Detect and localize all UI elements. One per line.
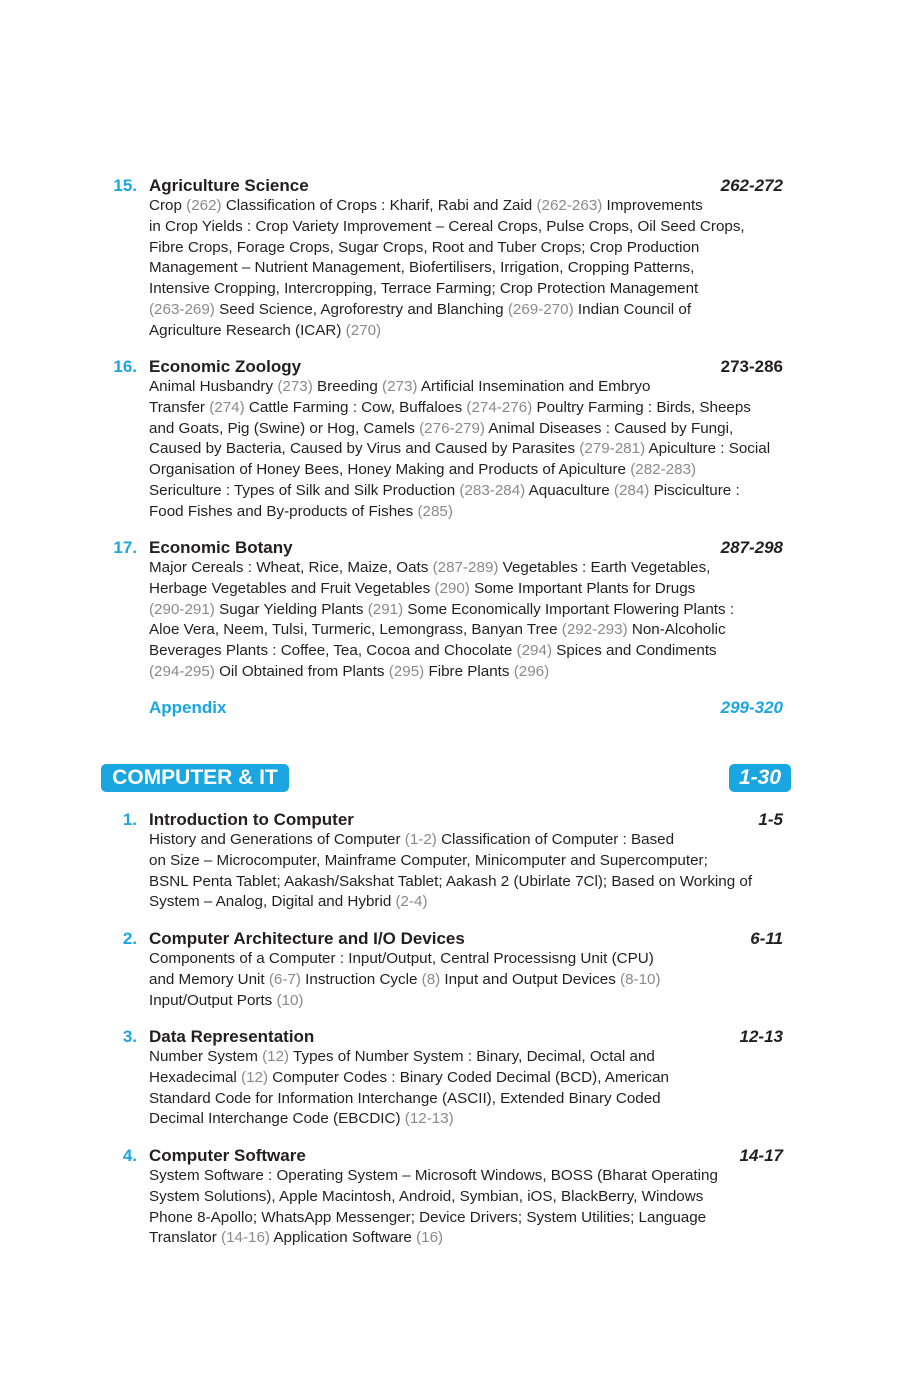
topic-line bbox=[149, 217, 794, 238]
page-reference: (274) bbox=[209, 398, 245, 416]
chapter-topics bbox=[149, 1047, 794, 1130]
topic-text: Indian Council of bbox=[573, 300, 692, 318]
topic-line bbox=[149, 377, 794, 398]
topic-text: Organisation of Honey Bees, Honey Making and Products of Apiculture bbox=[149, 461, 631, 479]
topic-line bbox=[149, 1089, 794, 1110]
topic-text: Major Cereals : Wheat, Rice, Maize, Oats bbox=[149, 559, 433, 576]
topic-line bbox=[149, 970, 794, 991]
chapter-title: Computer Architecture and I/O Devices bbox=[149, 929, 465, 948]
topic-text: Number System bbox=[149, 1048, 263, 1065]
page-reference: (270) bbox=[345, 321, 382, 339]
topic-text: Standard Code for Information Interchange (ASCII), Extended Binary Coded bbox=[149, 1089, 661, 1107]
topic-line bbox=[149, 1166, 794, 1187]
topic-text: Some Important Plants for Drugs bbox=[469, 579, 696, 597]
topic-line bbox=[149, 949, 794, 970]
topic-text: Non-Alcoholic bbox=[627, 621, 726, 639]
topic-text: Fibre Plants bbox=[424, 662, 514, 680]
chapter-topics bbox=[149, 830, 794, 913]
topic-line bbox=[149, 196, 794, 217]
topic-text: Sericulture : Types of Silk and Silk Production bbox=[149, 481, 460, 499]
page-reference: (284) bbox=[613, 481, 650, 499]
topic-text: Transfer bbox=[149, 398, 210, 416]
topic-text: Artificial Insemination and Embryo bbox=[417, 378, 651, 395]
topic-text: Cattle Farming : Cow, Buffaloes bbox=[244, 398, 467, 416]
topic-line bbox=[149, 872, 794, 893]
topic-text: on Size – Microcomputer, Mainframe Computer, Minicomputer and Supercomputer; bbox=[149, 851, 708, 869]
topic-text: Input and Output Devices bbox=[440, 970, 621, 988]
topic-text: in Crop Yields : Crop Variety Improvement – Cereal Crops, Pulse Crops, Oil Seed Crops, bbox=[149, 217, 745, 235]
topic-text: Decimal Interchange Code (EBCDIC) bbox=[149, 1110, 405, 1128]
topic-line bbox=[149, 279, 794, 300]
page-reference: (283-284) bbox=[459, 481, 526, 499]
topic-text: Translator bbox=[149, 1229, 222, 1247]
topic-text: Caused by Bacteria, Caused by Virus and Caused by Parasites bbox=[149, 440, 580, 458]
topic-text: System – Analog, Digital and Hybrid bbox=[149, 893, 396, 911]
chapter-title: Data Representation bbox=[149, 1027, 315, 1046]
chapter-number: 16. bbox=[113, 357, 137, 376]
page-reference: (294-295) bbox=[149, 662, 215, 680]
chapter-number: 15. bbox=[113, 176, 137, 195]
topic-line bbox=[149, 1208, 794, 1229]
topic-line bbox=[149, 1228, 794, 1249]
topic-line bbox=[149, 830, 794, 851]
topic-text: Herbage Vegetables and Fruit Vegetables bbox=[149, 579, 435, 597]
topic-line bbox=[149, 600, 794, 621]
topic-text: and Goats, Pig (Swine) or Hog, Camels bbox=[149, 419, 420, 437]
topic-text: Some Economically Important Flowering Plants : bbox=[403, 600, 735, 618]
topic-text: Improvements bbox=[602, 197, 703, 214]
chapter-number: 2. bbox=[122, 929, 137, 948]
topic-line bbox=[149, 1068, 794, 1089]
topic-text: Beverages Plants : Coffee, Tea, Cocoa and Chocolate bbox=[149, 642, 517, 660]
topic-line bbox=[149, 579, 794, 600]
page-reference: (6-7) bbox=[268, 970, 301, 988]
chapter-pages: 12-13 bbox=[739, 1027, 783, 1046]
page-reference: (285) bbox=[417, 502, 453, 520]
chapter-number: 17. bbox=[113, 538, 137, 557]
topic-text: Agriculture Research (ICAR) bbox=[149, 321, 346, 339]
chapter-title: Agriculture Science bbox=[149, 176, 309, 195]
chapter-number: 4. bbox=[122, 1146, 137, 1165]
topic-text: Poultry Farming : Birds, Sheeps bbox=[532, 398, 751, 416]
topic-text: Aquaculture bbox=[525, 481, 614, 499]
topic-text: Seed Science, Agroforestry and Blanching bbox=[214, 300, 508, 318]
page-reference: (1-2) bbox=[404, 831, 437, 848]
topic-line bbox=[149, 1047, 794, 1068]
page-reference: (295) bbox=[388, 662, 425, 680]
topic-text: Spices and Condiments bbox=[552, 642, 717, 660]
topic-text: Classification of Computer : Based bbox=[436, 831, 675, 848]
topic-text: Types of Number System : Binary, Decimal, Octal and bbox=[289, 1048, 655, 1065]
appendix-pages: 299-320 bbox=[720, 698, 783, 717]
topic-line bbox=[149, 851, 794, 872]
page-reference: (292-293) bbox=[561, 621, 628, 639]
page-reference: (2-4) bbox=[395, 893, 428, 911]
page-reference: (287-289) bbox=[432, 559, 499, 576]
topic-line bbox=[149, 419, 794, 440]
page-reference: (294) bbox=[516, 642, 553, 660]
section-pages: 1-30 bbox=[729, 764, 791, 792]
topic-text: Crop bbox=[149, 197, 187, 214]
chapter-topics bbox=[149, 377, 794, 523]
page-reference: (296) bbox=[513, 662, 550, 680]
topic-text: System Solutions), Apple Macintosh, Android, Symbian, iOS, BlackBerry, Windows bbox=[149, 1187, 704, 1205]
topic-line bbox=[149, 1187, 794, 1208]
topic-text: Application Software bbox=[270, 1229, 417, 1247]
topic-text: Management – Nutrient Management, Biofertilisers, Irrigation, Cropping Patterns, bbox=[149, 259, 695, 277]
topic-line bbox=[149, 502, 794, 523]
topic-line bbox=[149, 300, 794, 321]
page-reference: (274-276) bbox=[466, 398, 533, 416]
page-reference: (291) bbox=[367, 600, 404, 618]
topic-text: Pisciculture : bbox=[649, 481, 740, 499]
chapter-topics bbox=[149, 558, 794, 683]
page-reference: (8) bbox=[421, 970, 441, 988]
topic-text: Computer Codes : Binary Coded Decimal (BCD), American bbox=[268, 1068, 669, 1086]
topic-text: Apiculture : Social bbox=[645, 440, 771, 458]
topic-text: Breeding bbox=[312, 378, 383, 395]
page-reference: (279-281) bbox=[579, 440, 646, 458]
appendix-title: Appendix bbox=[149, 698, 227, 717]
chapter-pages: 14-17 bbox=[739, 1146, 783, 1165]
chapter-title: Economic Zoology bbox=[149, 357, 302, 376]
chapter-topics bbox=[149, 1166, 794, 1249]
chapter-title: Computer Software bbox=[149, 1146, 306, 1165]
page-reference: (12-13) bbox=[404, 1110, 454, 1128]
chapter-pages: 1-5 bbox=[758, 810, 783, 829]
topic-text: Phone 8-Apollo; WhatsApp Messenger; Device Drivers; System Utilities; Language bbox=[149, 1208, 707, 1226]
topic-text: Input/Output Ports bbox=[149, 991, 277, 1009]
chapter-title: Introduction to Computer bbox=[149, 810, 354, 829]
topic-line bbox=[149, 641, 794, 662]
page-reference: (12) bbox=[262, 1048, 290, 1065]
topic-text: Components of a Computer : Input/Output, Central Processisng Unit (CPU) bbox=[149, 950, 654, 967]
topic-text: BSNL Penta Tablet; Aakash/Sakshat Tablet; Aakash 2 (Ubirlate 7Cl); Based on Working of bbox=[149, 872, 753, 890]
topic-text: Classification of Crops : Kharif, Rabi and Zaid bbox=[221, 197, 537, 214]
topic-text: Hexadecimal bbox=[149, 1068, 242, 1086]
chapter-topics bbox=[149, 196, 794, 342]
topic-text: Fibre Crops, Forage Crops, Sugar Crops, Root and Tuber Crops; Crop Production bbox=[149, 238, 700, 256]
page-reference: (10) bbox=[276, 991, 304, 1009]
page-reference: (290) bbox=[434, 579, 470, 597]
page-reference: (276-279) bbox=[419, 419, 485, 437]
topic-text: and Memory Unit bbox=[149, 970, 269, 988]
chapter-number: 1. bbox=[122, 810, 137, 829]
topic-text: Instruction Cycle bbox=[300, 970, 422, 988]
topic-line bbox=[149, 481, 794, 502]
topic-line bbox=[149, 620, 794, 641]
page-reference: (273) bbox=[382, 378, 418, 395]
topic-line bbox=[149, 321, 794, 342]
topic-text: Oil Obtained from Plants bbox=[214, 662, 389, 680]
topic-text: System Software : Operating System – Microsoft Windows, BOSS (Bharat Operating bbox=[149, 1167, 718, 1184]
chapter-title: Economic Botany bbox=[149, 538, 293, 557]
topic-line bbox=[149, 991, 794, 1012]
topic-line bbox=[149, 1109, 794, 1130]
chapter-topics bbox=[149, 949, 794, 1011]
topic-text: Vegetables : Earth Vegetables, bbox=[498, 559, 711, 576]
chapter-number: 3. bbox=[122, 1027, 137, 1046]
page-reference: (262) bbox=[186, 197, 222, 214]
chapter-pages: 262-272 bbox=[720, 176, 783, 195]
topic-line bbox=[149, 662, 794, 683]
topic-line bbox=[149, 892, 794, 913]
topic-line bbox=[149, 460, 794, 481]
page-reference: (262-263) bbox=[536, 197, 603, 214]
topic-line bbox=[149, 398, 794, 419]
page-reference: (8-10) bbox=[620, 970, 661, 988]
page-reference: (14-16) bbox=[221, 1229, 270, 1247]
page-reference: (290-291) bbox=[149, 600, 215, 618]
page-reference: (263-269) bbox=[149, 300, 215, 318]
topic-line bbox=[149, 439, 794, 460]
page-reference: (269-270) bbox=[507, 300, 574, 318]
section-title: COMPUTER & IT bbox=[101, 764, 289, 792]
topic-line bbox=[149, 558, 794, 579]
topic-text: Sugar Yielding Plants bbox=[214, 600, 368, 618]
topic-text: History and Generations of Computer bbox=[149, 831, 405, 848]
page-reference: (12) bbox=[241, 1068, 269, 1086]
topic-text: Aloe Vera, Neem, Tulsi, Turmeric, Lemongrass, Banyan Tree bbox=[149, 621, 562, 639]
topic-text: Animal Diseases : Caused by Fungi, bbox=[484, 419, 734, 437]
topic-text: Animal Husbandry bbox=[149, 378, 278, 395]
topic-text: Food Fishes and By-products of Fishes bbox=[149, 502, 418, 520]
chapter-pages: 287-298 bbox=[720, 538, 783, 557]
page-reference: (273) bbox=[277, 378, 313, 395]
page-reference: (282-283) bbox=[630, 461, 697, 479]
chapter-pages: 273-286 bbox=[720, 357, 783, 376]
topic-line bbox=[149, 258, 794, 279]
chapter-pages: 6-11 bbox=[750, 929, 783, 948]
topic-line bbox=[149, 238, 794, 259]
page-reference: (16) bbox=[416, 1229, 444, 1247]
topic-text: Intensive Cropping, Intercropping, Terrace Farming; Crop Protection Management bbox=[149, 280, 699, 298]
